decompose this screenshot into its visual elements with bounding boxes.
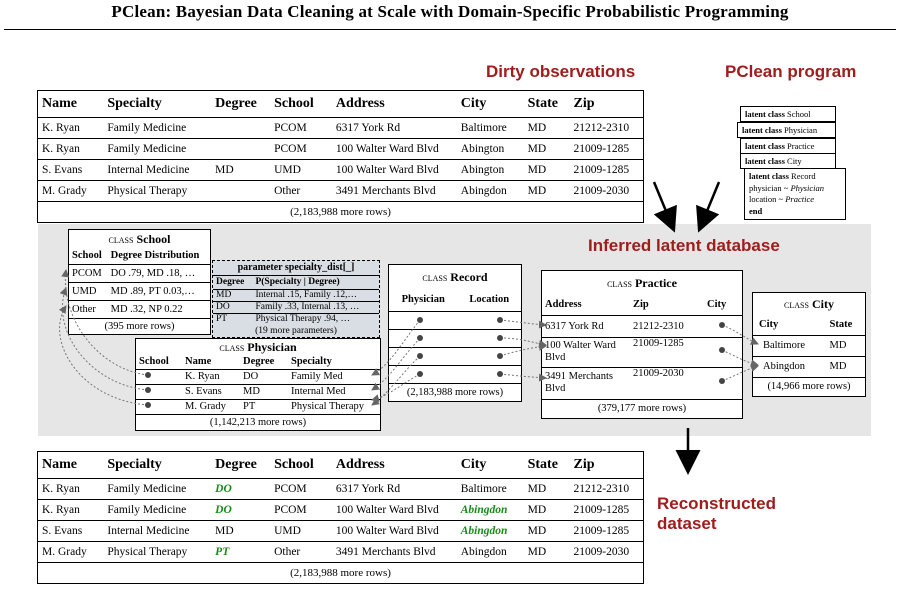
foreign-key-dot <box>719 347 725 353</box>
clean-cell: 21009-1285 <box>570 500 644 521</box>
clean-cell: 21212-2310 <box>570 479 644 500</box>
dirty-header-state: State <box>524 91 570 118</box>
program-card-practice: latent class Practice <box>740 138 836 154</box>
class-practice-table: class Practice Address Zip City 6317 York Rd 21212-2310 100 Walter Ward Blvd 21009-1285 3491 Merchants Blvd 21009-2030 (379,177 more rows) <box>541 270 743 419</box>
dirty-header-degree: Degree <box>211 91 270 118</box>
practice-row: 3491 Merchants Blvd 21009-2030 <box>542 367 742 399</box>
dirty-cell: Abingdon <box>457 181 524 202</box>
dirty-cell: UMD <box>270 160 332 181</box>
practice-city-link <box>722 350 758 365</box>
class-city-caption: class City <box>784 297 834 311</box>
parameter-specialty-dist: parameter specialty_dist[_] Degree P(Specialty | Degree) MD Internal .15, Family .12,… DO Family .33, Internal .13, … PT Physical Therapy .94, … (19 more parameters) <box>212 260 380 338</box>
dirty-header-city: City <box>457 91 524 118</box>
clean-header-zip: Zip <box>570 452 644 479</box>
clean-cell: Internal Medicine <box>103 521 211 542</box>
record-physician-link <box>372 374 420 400</box>
clean-cell: PCOM <box>270 500 332 521</box>
dirty-cell: MD <box>524 118 570 139</box>
clean-cell: Abingdon <box>457 521 524 542</box>
foreign-key-dot <box>497 371 503 377</box>
program-card-city: latent class City <box>740 153 836 169</box>
class-city-table: class City City State Baltimore MD Abingdon MD (14,966 more rows) <box>752 292 866 397</box>
arrow-program-to-inferred <box>700 182 719 228</box>
class-practice-caption: class Practice <box>607 276 677 290</box>
reconstructed-line-2: dataset <box>657 514 717 533</box>
clean-cell: MD <box>524 521 570 542</box>
foreign-key-dot <box>719 378 725 384</box>
clean-cell: Abingdon <box>457 542 524 563</box>
class-physician-table: class Physician School Name Degree Specialty K. Ryan DO Family Med S. Evans MD Internal Med M. Grady PT Physical Therapy (1,142,213 more rows) <box>135 338 381 431</box>
school-row: Other MD .32, NP 0.22 <box>69 300 210 318</box>
dirty-header-address: Address <box>332 91 457 118</box>
foreign-key-dot <box>497 317 503 323</box>
dirty-cell: MD <box>524 181 570 202</box>
practice-city-link <box>722 325 758 344</box>
clean-cell: K. Ryan <box>38 479 104 500</box>
foreign-key-dot <box>417 371 423 377</box>
record-physician-link <box>372 338 420 390</box>
record-location-link <box>500 338 546 345</box>
record-location-link <box>500 320 546 325</box>
inferred-database-heading: Inferred latent database <box>588 236 780 255</box>
clean-header-city: City <box>457 452 524 479</box>
clean-cell: MD <box>524 479 570 500</box>
param-row: PT Physical Therapy .94, … <box>213 313 379 325</box>
physician-row: K. Ryan DO Family Med <box>136 369 380 384</box>
practice-row: 100 Walter Ward Blvd 21009-1285 <box>542 337 742 367</box>
clean-cell: K. Ryan <box>38 500 104 521</box>
dirty-cell: Family Medicine <box>103 139 211 160</box>
param-row: DO Family .33, Internal .13, … <box>213 301 379 313</box>
foreign-key-dot <box>497 353 503 359</box>
clean-header-school: School <box>270 452 332 479</box>
clean-header-name: Name <box>38 452 104 479</box>
dirty-header-school: School <box>270 91 332 118</box>
clean-cell: 6317 York Rd <box>332 479 457 500</box>
clean-cell: 100 Walter Ward Blvd <box>332 521 457 542</box>
foreign-key-dot <box>417 335 423 341</box>
clean-cell: UMD <box>270 521 332 542</box>
class-physician-caption: class Physician <box>219 340 297 354</box>
dirty-cell: Internal Medicine <box>103 160 211 181</box>
parameter-title: parameter specialty_dist[_] <box>213 261 379 276</box>
dirty-cell: K. Ryan <box>38 118 104 139</box>
dirty-cell: 21009-2030 <box>570 181 644 202</box>
record-location-link <box>500 374 546 378</box>
physician-school-link <box>62 288 148 390</box>
foreign-key-dot <box>145 387 151 393</box>
clean-cell: MD <box>524 500 570 521</box>
dirty-cell: Baltimore <box>457 118 524 139</box>
clean-cell: MD <box>524 542 570 563</box>
dirty-cell: Physical Therapy <box>103 181 211 202</box>
foreign-key-dot <box>145 402 151 408</box>
clean-cell: Baltimore <box>457 479 524 500</box>
dirty-cell: MD <box>524 139 570 160</box>
dirty-cell: 21212-2310 <box>570 118 644 139</box>
clean-cell: 21009-2030 <box>570 542 644 563</box>
clean-header-specialty: Specialty <box>103 452 211 479</box>
dirty-header-specialty: Specialty <box>103 91 211 118</box>
clean-cell: PT <box>211 542 270 563</box>
dirty-cell: PCOM <box>270 118 332 139</box>
clean-cell: 3491 Merchants Blvd <box>332 542 457 563</box>
dirty-cell: Abington <box>457 139 524 160</box>
class-school-table: class School School Degree Distribution PCOM DO .79, MD .18, … UMD MD .89, PT 0.03,… Other MD .32, NP 0.22 (395 more rows) <box>68 229 211 335</box>
program-card-physician: latent class Physician <box>737 122 836 138</box>
dirty-cell: 21009-1285 <box>570 139 644 160</box>
clean-cell: Family Medicine <box>103 479 211 500</box>
arrow-dirty-to-inferred <box>654 182 673 228</box>
clean-cell: Other <box>270 542 332 563</box>
clean-cell: M. Grady <box>38 542 104 563</box>
clean-cell: S. Evans <box>38 521 104 542</box>
school-more: (395 more rows) <box>69 318 210 334</box>
physician-row: S. Evans MD Internal Med <box>136 384 380 399</box>
foreign-key-dot <box>417 353 423 359</box>
foreign-key-dot <box>497 335 503 341</box>
city-row: Abingdon MD <box>753 356 865 377</box>
city-row: Baltimore MD <box>753 335 865 356</box>
practice-more: (379,177 more rows) <box>542 399 742 418</box>
dirty-cell: Other <box>270 181 332 202</box>
clean-cell: PCOM <box>270 479 332 500</box>
practice-city-link <box>722 366 758 381</box>
dirty-header-zip: Zip <box>570 91 644 118</box>
dirty-header-name: Name <box>38 91 104 118</box>
dirty-observations-heading: Dirty observations <box>486 62 636 81</box>
program-card-record: latent class Record physician ~ Physician location ~ Practice end <box>744 168 846 220</box>
reconstructed-line-1: Reconstructed <box>657 494 777 513</box>
figure-title: PClean: Bayesian Data Cleaning at Scale with Domain-Specific Probabilistic Programming <box>111 2 789 21</box>
school-row: UMD MD .89, PT 0.03,… <box>69 282 210 300</box>
record-more: (2,183,988 more rows) <box>389 383 521 401</box>
dirty-cell: S. Evans <box>38 160 104 181</box>
dirty-cell: MD <box>524 160 570 181</box>
school-row: PCOM DO .79, MD .18, … <box>69 264 210 282</box>
physician-school-link <box>65 270 148 375</box>
pclean-program-heading: PClean program <box>725 62 857 81</box>
param-more: (19 more parameters) <box>255 326 337 336</box>
dirty-cell: 21009-1285 <box>570 160 644 181</box>
clean-cell: DO <box>211 479 270 500</box>
param-row: MD Internal .15, Family .12,… <box>213 289 379 301</box>
clean-cell: 100 Walter Ward Blvd <box>332 500 457 521</box>
dirty-cell: MD <box>211 160 270 181</box>
clean-header-address: Address <box>332 452 457 479</box>
city-more: (14,966 more rows) <box>753 377 865 396</box>
physician-row: M. Grady PT Physical Therapy <box>136 399 380 414</box>
dirty-more-rows: (2,183,988 more rows) <box>290 206 391 218</box>
class-record-table: class Record Physician Location (2,183,988 more rows) <box>388 264 522 402</box>
program-card-school: latent class School <box>740 106 836 122</box>
dirty-cell: Abington <box>457 160 524 181</box>
class-record-caption: class Record <box>422 270 488 284</box>
clean-cell: MD <box>211 521 270 542</box>
clean-more-rows: (2,183,988 more rows) <box>290 567 391 579</box>
clean-cell: Physical Therapy <box>103 542 211 563</box>
clean-cell: Family Medicine <box>103 500 211 521</box>
physician-more: (1,142,213 more rows) <box>136 414 380 430</box>
record-location-link <box>500 346 546 356</box>
physician-school-link <box>60 306 148 405</box>
dirty-cell: 100 Walter Ward Blvd <box>332 160 457 181</box>
clean-cell: DO <box>211 500 270 521</box>
clean-header-state: State <box>524 452 570 479</box>
dirty-cell: K. Ryan <box>38 139 104 160</box>
dirty-cell: 6317 York Rd <box>332 118 457 139</box>
dirty-cell: Family Medicine <box>103 118 211 139</box>
clean-header-degree: Degree <box>211 452 270 479</box>
clean-cell: Abingdon <box>457 500 524 521</box>
class-school-caption: class School <box>108 232 171 246</box>
foreign-key-dot <box>145 372 151 378</box>
foreign-key-dot <box>417 317 423 323</box>
dirty-cell: 3491 Merchants Blvd <box>332 181 457 202</box>
dirty-cell: PCOM <box>270 139 332 160</box>
clean-cell: 21009-1285 <box>570 521 644 542</box>
dirty-cell: M. Grady <box>38 181 104 202</box>
foreign-key-dot <box>719 322 725 328</box>
practice-row: 6317 York Rd 21212-2310 <box>542 315 742 337</box>
record-physician-link <box>372 356 420 405</box>
dirty-cell: 100 Walter Ward Blvd <box>332 139 457 160</box>
